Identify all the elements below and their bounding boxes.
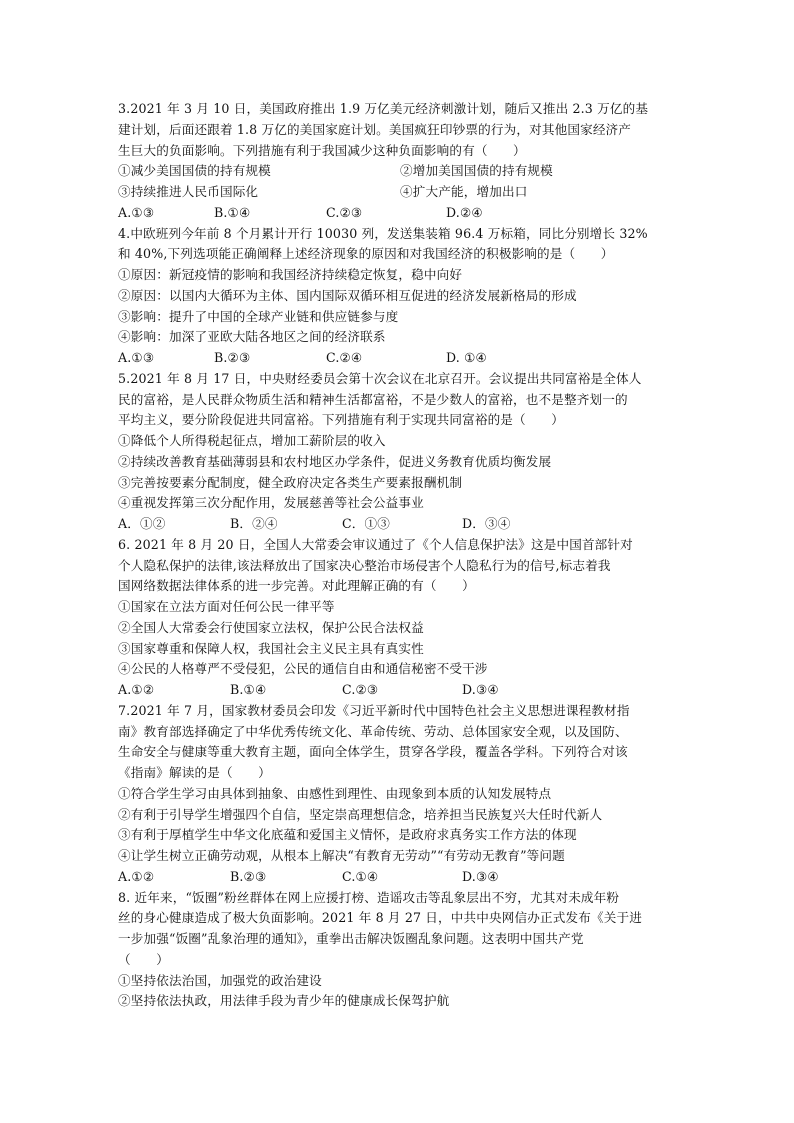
option-1: ①坚持依法治国，加强党的政治建设 — [118, 972, 322, 988]
choice-a: A.①③ — [118, 204, 155, 220]
option-4: ④公民的人格尊严不受侵犯，公民的通信自由和通信秘密不受干涉 — [118, 661, 488, 677]
option-4: ④影响：加深了亚欧大陆各地区之间的经济联系 — [118, 329, 386, 345]
question-text: 5.2021 年 8 月 17 日，中央财经委员会第十次会议在北京召开。会议提出共同富裕是全体人 — [118, 370, 642, 386]
question-text: 生巨大的负面影响。下列措施有利于我国减少这种负面影响的有（ ） — [118, 142, 526, 158]
question-text: （ ） — [118, 951, 169, 967]
choice-b: B．②④ — [230, 516, 278, 531]
answer-choices — [118, 867, 688, 888]
question-text: 南》教育部选择确定了中华优秀传统文化、革命传统、劳动、总体国家安全观，以及国防、 — [118, 723, 628, 739]
option-2: ②坚持依法执政，用法律手段为青少年的健康成长保驾护航 — [118, 993, 450, 1009]
choice-d: D．③④ — [462, 516, 511, 531]
question-text: 个人隐私保护的法律,该法释放出了国家决心整治市场侵害个人隐私行为的信号,标志着我 — [118, 557, 611, 573]
answer-choices — [118, 348, 688, 369]
option-2: ②增加美国国债的持有规模 — [400, 163, 553, 179]
option-2: ②全国人大常委会行使国家立法权，保护公民合法权益 — [118, 619, 424, 635]
choice-c: C.②③ — [342, 682, 379, 697]
question-7 — [118, 701, 688, 888]
option-4: ④扩大产能，增加出口 — [400, 184, 528, 199]
question-text: 3.2021 年 3 月 10 日，美国政府推出 1.9 万亿美元经济刺激计划，随后又推出 2.3 万亿的基 — [118, 101, 649, 116]
option-3: ③持续推进人民币国际化 — [118, 184, 259, 199]
question-text: 6. 2021 年 8 月 20 日，全国人大常委会审议通过了《个人信息保护法》这是中国首部针对 — [118, 536, 633, 552]
question-text: 8. 近年来，“饭圈”粉丝群体在网上应援打榜、造谣攻击等乱象层出不穷，尤其对未成年粉 — [118, 889, 620, 905]
question-text: 4.中欧班列今年前 8 个月累计开行 10030 列，发送集装箱 96.4 万标箱，同比分别增长 32% — [118, 225, 648, 241]
choice-c: C.②④ — [326, 350, 363, 365]
option-4: ④重视发挥第三次分配作用，发展慈善等社会公益事业 — [118, 495, 424, 511]
option-row — [118, 161, 688, 182]
option-1: ①减少美国国债的持有规模 — [118, 163, 271, 179]
question-text: 7.2021 年 7 月，国家教材委员会印发《习近平新时代中国特色社会主义思想进课程教材指 — [118, 702, 630, 718]
question-text: 丝的身心健康造成了极大负面影响。2021 年 8 月 27 日，中共中央网信办正式发布《关于进 — [118, 910, 642, 926]
option-1: ①原因：新冠疫情的影响和我国经济持续稳定恢复，稳中向好 — [118, 267, 463, 282]
option-2: ②原因：以国内大循环为主体、国内国际双循环相互促进的经济发展新格局的形成 — [118, 287, 577, 303]
option-3: ③完善按要素分配制度，健全政府决定各类生产要素报酬机制 — [118, 474, 463, 490]
option-3: ③国家尊重和保障人权，我国社会主义民主具有真实性 — [118, 640, 424, 656]
question-text: 生命安全与健康等重大教育主题，面向全体学生，贯穿各学段，覆盖各学科。下列符合对该 — [118, 744, 628, 760]
choice-a: A.①③ — [118, 350, 155, 365]
question-text: 建计划，后面还跟着 1.8 万亿的美国家庭计划。美国疯狂印钞票的行为，对其他国家经济产 — [118, 121, 632, 137]
question-text: 平均主义，要分阶段促进共同富裕。下列措施有利于实现共同富裕的是（ ） — [118, 412, 565, 428]
option-2: ②有利于引导学生增强四个自信，坚定崇高理想信念，培养担当民族复兴大任时代新人 — [118, 806, 603, 822]
choice-d: D. ①④ — [446, 350, 487, 365]
choice-d: D.②④ — [446, 204, 483, 220]
answer-choices — [118, 514, 688, 535]
choice-b: B.①④ — [214, 204, 251, 220]
question-5 — [118, 369, 688, 535]
question-6 — [118, 535, 688, 701]
question-3 — [118, 99, 688, 224]
choice-d: D.③④ — [462, 868, 499, 884]
choice-d: D.③④ — [462, 682, 499, 697]
question-text: 和 40%,下列选项能正确阐释上述经济现象的原因和对我国经济的积极影响的是（ ） — [118, 246, 614, 262]
question-text: 国网络数据法律体系的进一步完善。对此理解正确的有（ ） — [118, 578, 475, 594]
option-1: ①降低个人所得税起征点，增加工薪阶层的收入 — [118, 433, 386, 448]
answer-choices — [118, 203, 688, 224]
choice-a: A.①② — [118, 868, 155, 884]
option-4: ④让学生树立正确劳动观，从根本上解决“有教育无劳动”“有劳动无教育”等问题 — [118, 848, 565, 863]
option-1: ①符合学生学习由具体到抽象、由感性到理性、由现象到本质的认知发展特点 — [118, 785, 552, 801]
question-4 — [118, 224, 688, 369]
question-text: 一步加强“饭圈”乱象治理的通知》，重拳出击解决饭圈乱象问题。这表明中国共产党 — [118, 931, 584, 946]
choice-b: B.①④ — [230, 682, 267, 697]
question-text: 《指南》解读的是（ ） — [118, 765, 271, 780]
choice-c: C.②③ — [326, 204, 363, 220]
choice-a: A．①② — [118, 516, 166, 531]
option-1: ①国家在立法方面对任何公民一律平等 — [118, 599, 335, 614]
question-text: 民的富裕，是人民群众物质生活和精神生活都富裕，不是少数人的富裕，也不是整齐划一的 — [118, 391, 628, 407]
option-3: ③有利于厚植学生中华文化底蕴和爱国主义情怀，是政府求真务实工作方法的体现 — [118, 827, 577, 843]
question-8 — [118, 888, 688, 1013]
answer-choices — [118, 680, 688, 701]
choice-c: C．①③ — [342, 516, 391, 531]
choice-b: B.②③ — [214, 350, 251, 365]
choice-c: C.①④ — [342, 868, 379, 884]
option-2: ②持续改善教育基础薄弱县和农村地区办学条件，促进义务教育优质均衡发展 — [118, 453, 552, 469]
option-row — [118, 182, 688, 203]
option-3: ③影响：提升了中国的全球产业链和供应链参与度 — [118, 308, 399, 324]
exam-page — [118, 99, 688, 1012]
choice-a: A.①② — [118, 682, 155, 697]
choice-b: B.②③ — [230, 868, 267, 884]
